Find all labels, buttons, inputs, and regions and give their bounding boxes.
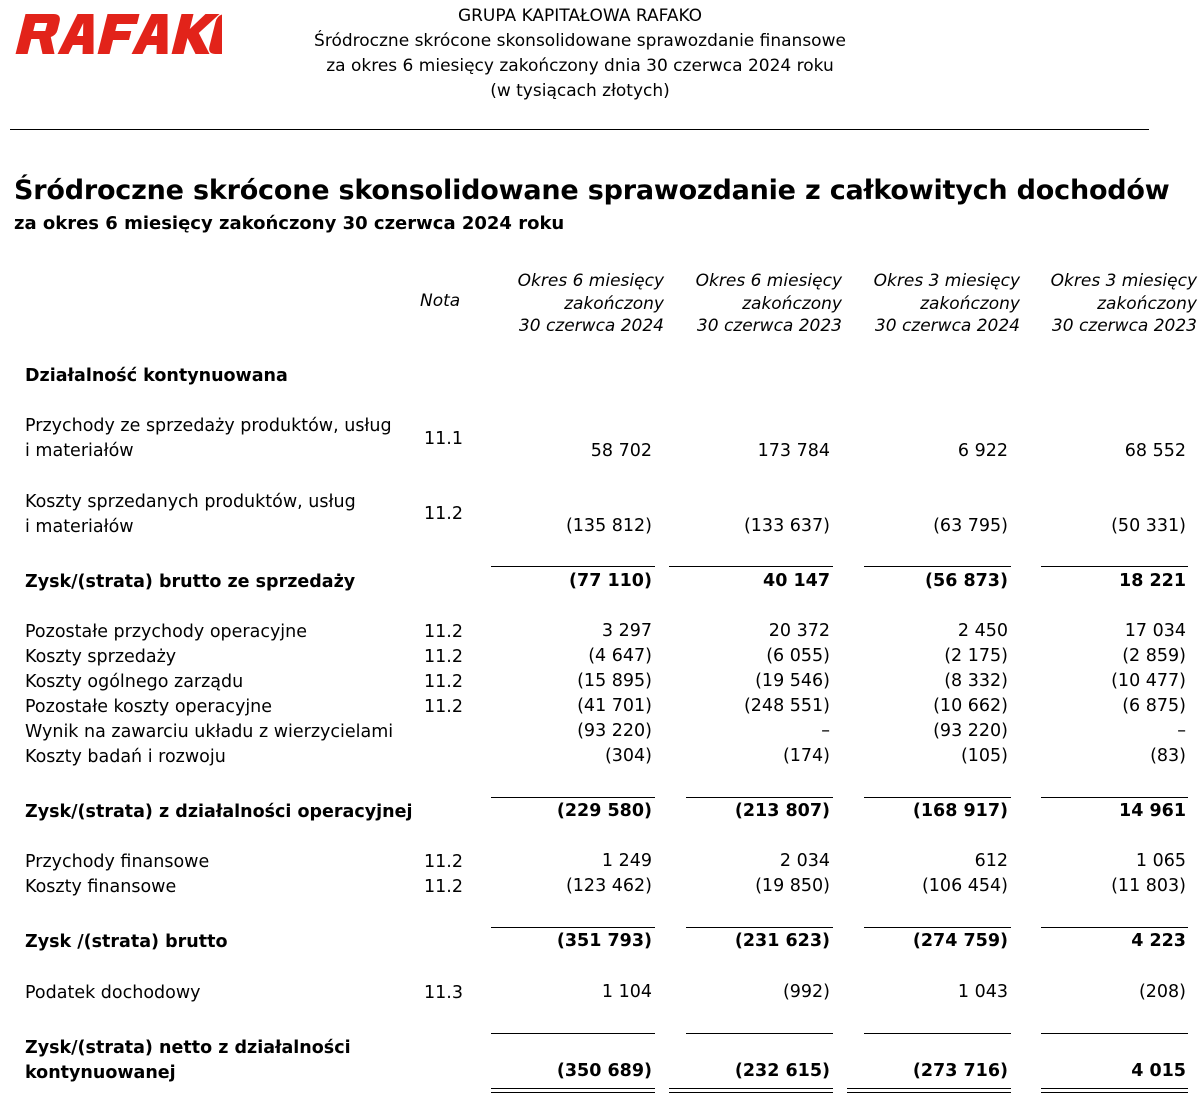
cell-value: (135 812) — [565, 516, 652, 536]
subtotal-rule — [864, 1033, 1011, 1034]
row-label: Wynik na zawarciu układu z wierzycielami — [25, 722, 394, 742]
row-label: Pozostałe koszty operacyjne — [25, 697, 273, 717]
row-note: 11.1 — [424, 429, 463, 449]
row-note: 11.3 — [424, 983, 463, 1003]
subtotal-rule — [669, 566, 833, 567]
total-double-rule — [847, 1088, 1011, 1093]
cell-value: 2 034 — [779, 851, 830, 871]
cell-value: (174) — [782, 746, 830, 766]
cell-value: (19 850) — [755, 876, 830, 896]
row-label: Przychody ze sprzedaży produktów, usług i materiałów — [25, 416, 392, 461]
cell-value: (11 803) — [1111, 876, 1186, 896]
group-name: GRUPA KAPITAŁOWA RAFAKO — [457, 6, 703, 26]
cell-value: (992) — [782, 982, 830, 1002]
cell-value: (2 859) — [1122, 646, 1186, 666]
cell-value: 6 922 — [957, 441, 1008, 461]
row-label: Zysk/(strata) brutto ze sprzedaży — [25, 572, 356, 592]
statement-title: Śródroczne skrócone skonsolidowane sprawozdanie z całkowitych dochodów — [14, 175, 1170, 206]
cell-value: (77 110) — [569, 571, 652, 591]
cell-value: (10 477) — [1111, 671, 1186, 691]
cell-value: (274 759) — [912, 931, 1008, 951]
statement-subtitle: za okres 6 miesięcy zakończony 30 czerwca 2024 roku — [14, 213, 565, 234]
cell-value: (350 689) — [556, 1061, 652, 1081]
subtotal-rule — [1041, 1033, 1188, 1034]
cell-value: (2 175) — [944, 646, 1008, 666]
subtotal-rule — [864, 797, 1011, 798]
cell-value: 173 784 — [757, 441, 830, 461]
cell-value: – — [821, 721, 830, 741]
row-label: Pozostałe przychody operacyjne — [25, 622, 308, 642]
subtotal-rule — [1041, 927, 1188, 928]
cell-value: (351 793) — [556, 931, 652, 951]
cell-value: 1 104 — [601, 982, 652, 1002]
cell-value: (83) — [1150, 746, 1186, 766]
cell-value: 40 147 — [763, 571, 830, 591]
cell-value: (213 807) — [734, 801, 830, 821]
subtotal-rule — [491, 927, 655, 928]
total-double-rule — [669, 1088, 833, 1093]
row-note: 11.2 — [424, 504, 463, 524]
row-label: Koszty badań i rozwoju — [25, 747, 226, 767]
row-note: 11.2 — [424, 877, 463, 897]
cell-value: (105) — [960, 746, 1008, 766]
cell-value: 1 043 — [957, 982, 1008, 1002]
cell-value: (208) — [1138, 982, 1186, 1002]
cell-value: (8 332) — [944, 671, 1008, 691]
row-label: Przychody finansowe — [25, 852, 210, 872]
subtotal-rule — [686, 797, 833, 798]
subtotal-rule — [686, 927, 833, 928]
row-note: 11.2 — [424, 852, 463, 872]
cell-value: (15 895) — [577, 671, 652, 691]
cell-value: (231 623) — [734, 931, 830, 951]
column-header-2: Okres 6 miesięcy zakończony 30 czerwca 2023 — [695, 271, 842, 336]
cell-value: 68 552 — [1124, 441, 1186, 461]
cell-value: (133 637) — [743, 516, 830, 536]
cell-value: 3 297 — [601, 621, 652, 641]
report-name: Śródroczne skrócone skonsolidowane sprawozdanie finansowe — [314, 31, 846, 51]
column-header-3: Okres 3 miesięcy zakończony 30 czerwca 2024 — [873, 271, 1020, 336]
subtotal-rule — [1041, 797, 1188, 798]
rafako-logo — [14, 4, 222, 58]
row-label: Zysk /(strata) brutto — [25, 932, 228, 952]
cell-value: 17 034 — [1124, 621, 1186, 641]
cell-value: 20 372 — [768, 621, 830, 641]
row-label: Zysk/(strata) z działalności operacyjnej — [25, 802, 413, 822]
cell-value: (93 220) — [933, 721, 1008, 741]
cell-value: (106 454) — [921, 876, 1008, 896]
section-heading: Działalność kontynuowana — [25, 366, 288, 386]
subtotal-rule — [1041, 566, 1188, 567]
subtotal-rule — [491, 797, 655, 798]
row-label: Podatek dochodowy — [25, 983, 201, 1003]
report-period: za okres 6 miesięcy zakończony dnia 30 czerwca 2024 roku — [326, 56, 834, 76]
cell-value: (304) — [604, 746, 652, 766]
cell-value: (6 875) — [1122, 696, 1186, 716]
cell-value: (63 795) — [933, 516, 1008, 536]
row-label: Koszty ogólnego zarządu — [25, 672, 244, 692]
cell-value: (41 701) — [577, 696, 652, 716]
document-header — [300, 4, 860, 104]
cell-value: 18 221 — [1119, 571, 1186, 591]
header-rule — [10, 129, 1149, 130]
nota-header: Nota — [420, 291, 461, 311]
row-note: 11.2 — [424, 647, 463, 667]
row-label: Koszty sprzedaży — [25, 647, 177, 667]
cell-value: 1 249 — [601, 851, 652, 871]
column-header-1: Okres 6 miesięcy zakończony 30 czerwca 2024 — [517, 271, 664, 336]
cell-value: 1 065 — [1135, 851, 1186, 871]
cell-value: (6 055) — [766, 646, 830, 666]
subtotal-rule — [864, 927, 1011, 928]
cell-value: (232 615) — [734, 1061, 830, 1081]
cell-value: 4 223 — [1131, 931, 1186, 951]
cell-value: (229 580) — [556, 801, 652, 821]
cell-value: (50 331) — [1111, 516, 1186, 536]
cell-value: (19 546) — [755, 671, 830, 691]
cell-value: (168 917) — [912, 801, 1008, 821]
row-label: Zysk/(strata) netto z działalności kontynuowanej — [25, 1038, 351, 1083]
cell-value: (123 462) — [565, 876, 652, 896]
column-header-4: Okres 3 miesięcy zakończony 30 czerwca 2023 — [1050, 271, 1197, 336]
cell-value: (93 220) — [577, 721, 652, 741]
row-note: 11.2 — [424, 697, 463, 717]
cell-value: 14 961 — [1119, 801, 1186, 821]
row-note: 11.2 — [424, 672, 463, 692]
total-double-rule — [1041, 1088, 1188, 1093]
subtotal-rule — [491, 1033, 655, 1034]
cell-value: – — [1177, 721, 1186, 741]
row-label: Koszty finansowe — [25, 877, 177, 897]
row-note: 11.2 — [424, 622, 463, 642]
cell-value: (273 716) — [912, 1061, 1008, 1081]
cell-value: (4 647) — [588, 646, 652, 666]
row-label: Koszty sprzedanych produktów, usług i materiałów — [25, 492, 356, 537]
subtotal-rule — [864, 566, 1011, 567]
cell-value: (248 551) — [743, 696, 830, 716]
subtotal-rule — [491, 566, 655, 567]
cell-value: 4 015 — [1131, 1061, 1186, 1081]
cell-value: (56 873) — [925, 571, 1008, 591]
total-double-rule — [491, 1088, 655, 1093]
subtotal-rule — [686, 1033, 833, 1034]
report-unit: (w tysiącach złotych) — [490, 81, 670, 101]
cell-value: 58 702 — [590, 441, 652, 461]
cell-value: (10 662) — [933, 696, 1008, 716]
cell-value: 612 — [974, 851, 1008, 871]
cell-value: 2 450 — [957, 621, 1008, 641]
